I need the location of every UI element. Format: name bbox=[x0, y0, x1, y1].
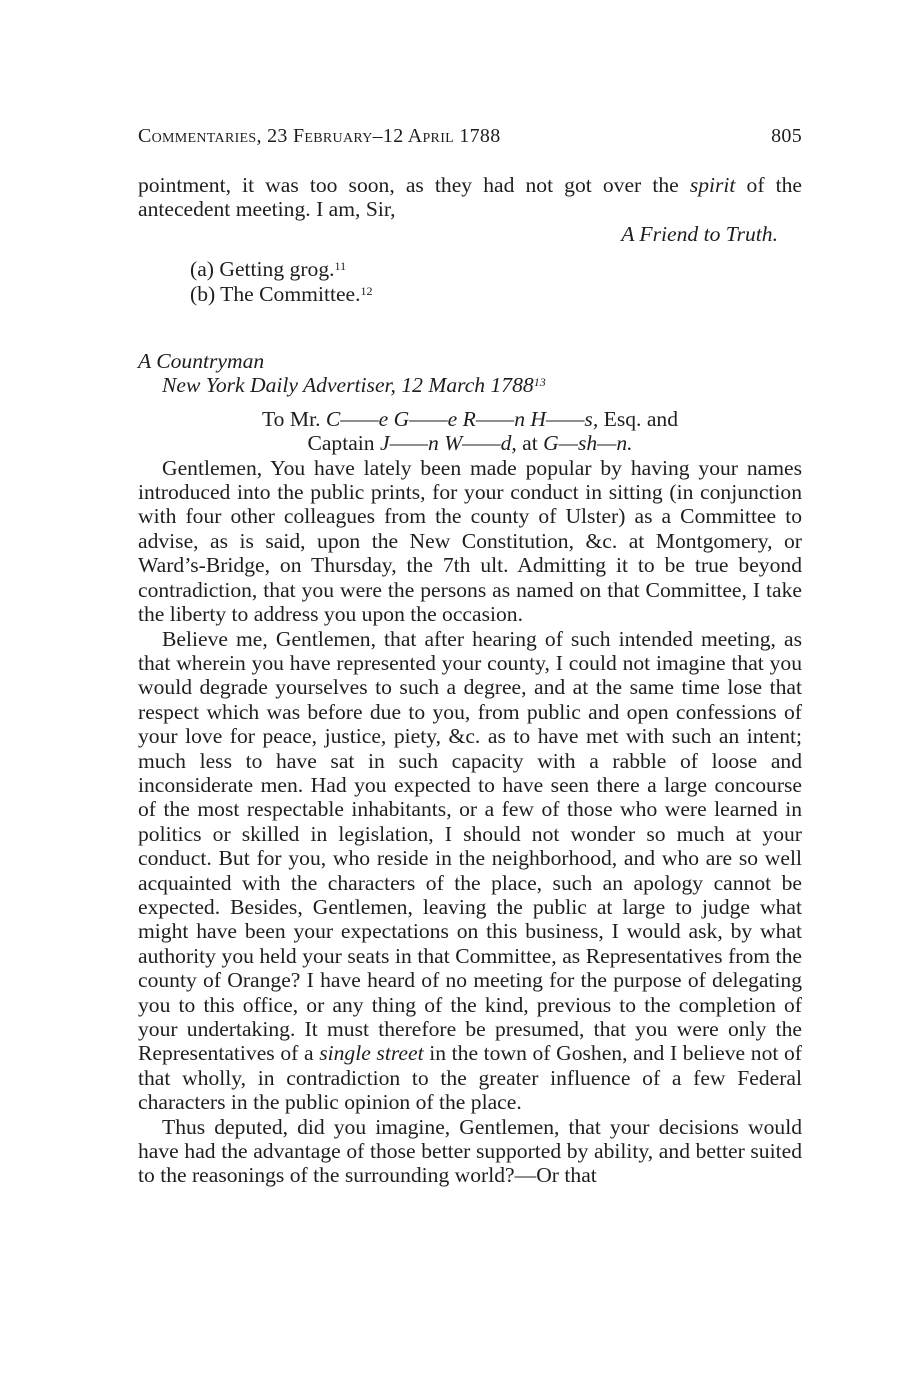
opening-text-b: of the antecedent meeting. I am, Sir, bbox=[138, 173, 802, 222]
address-line-2 bbox=[138, 431, 802, 455]
address-name: J——n W——d, bbox=[380, 431, 517, 456]
article-source bbox=[138, 373, 802, 397]
note-ref: 11 bbox=[334, 259, 347, 274]
body-paragraph-1: Gentlemen, You have lately been made popular by having your names introduced into the public prints, for your conduct in sitting (in conjunction with four other colleagues from the county of Ulster) as a Committee to advise, as is said, upon the New Constitution, &c. at Montgomery, or Ward’s-Bridge, on Thursday, the 7th ult. Admitting it to be true beyond contradiction, that you were the persons as named on that Committee, I take the liberty to address you upon the occasion. bbox=[138, 455, 802, 627]
paragraph-text: Believe me, Gentlemen, that after hearing of such intended meeting, as that wherein you have represented your county, I could not imagine that you would degrade yourselves to such a degree, and at the same time lose that respect which was before due to you, from public and open confessions of your love for peace, justice, piety, &c. as to have met with such an intent; much less to have sat in such capacity with a rabble of loose and inconsiderate men. Had you expected to have seen there a large concourse of the most respectable inhabitants, or a few of those who were learned in politics or skilled in legislation, I should not wonder so much at your conduct. But for you, who reside in the neighborhood, and who are so well acquainted with the characters of the place, such an apology cannot be expected. Besides, Gentlemen, leaving the public at large to judge what might have been your expectations on this business, I would ask, by what authority you held your seats in that Committee, as Representatives from the county of Orange? I have heard of no meeting for the purpose of delegating you to this office, or any thing of the kind, previous to the completion of your undertaking. It must therefore be presumed, that you were only the Representatives of a bbox=[138, 626, 802, 1066]
note-ref: 12 bbox=[360, 283, 373, 298]
running-head: Commentaries, 23 February–12 April 1788 bbox=[138, 125, 501, 147]
address-name: C——e G——e R——n H——s, bbox=[325, 406, 599, 431]
paragraph-italic: single street bbox=[319, 1041, 424, 1066]
address-line-1 bbox=[138, 407, 802, 431]
signature: A Friend to Truth. bbox=[621, 221, 778, 246]
address-place: G—sh—n. bbox=[543, 431, 633, 456]
address-text: To Mr. bbox=[262, 406, 326, 431]
body-paragraph-3: Thus deputed, did you imagine, Gentlemen, that your decisions would have had the advantage of those better supported by ability, and better suited to the reasonings of the surrounding world?—Or that bbox=[138, 1114, 802, 1188]
opening-text-a: pointment, it was too soon, as they had not got over the bbox=[138, 173, 690, 197]
note-text: (a) Getting grog. bbox=[190, 257, 335, 282]
address-text: at bbox=[516, 431, 544, 456]
page-number: 805 bbox=[771, 125, 802, 147]
source-note-ref: 13 bbox=[533, 375, 546, 390]
address-text: Esq. and bbox=[598, 406, 678, 431]
body-paragraph-2 bbox=[138, 627, 802, 1115]
note-text: (b) The Committee. bbox=[190, 281, 361, 306]
opening-paragraph bbox=[138, 173, 802, 222]
running-header bbox=[138, 124, 802, 148]
address-block bbox=[138, 407, 802, 456]
article-title: A Countryman bbox=[138, 349, 265, 374]
page-body bbox=[138, 173, 802, 1188]
paragraph-text: in the town of Goshen, and I believe not of that wholly, in contradiction to the greater influence of a few Federal characters in the public opinion of the place. bbox=[138, 1041, 802, 1115]
footnote-ref-line bbox=[138, 257, 802, 281]
address-text: Captain bbox=[307, 431, 381, 456]
source-text: New York Daily Advertiser, 12 March 1788 bbox=[162, 373, 534, 398]
footnote-ref-line bbox=[138, 282, 802, 306]
opening-italic: spirit bbox=[689, 173, 736, 197]
